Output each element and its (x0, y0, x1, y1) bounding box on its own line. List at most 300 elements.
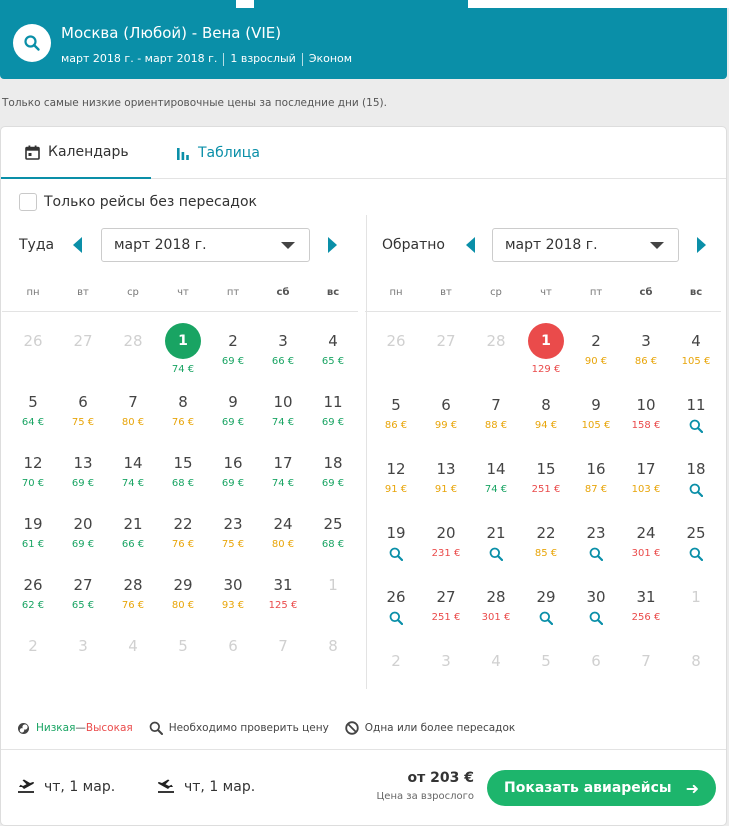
outbound-next-month-button[interactable] (328, 237, 337, 253)
calendar-day[interactable] (371, 523, 421, 561)
route-title: Москва (Любой) - Вена (VIE) (61, 24, 282, 42)
calendar-day[interactable] (571, 331, 621, 369)
day-price: 231 € (431, 548, 461, 559)
day-price: 66 € (271, 356, 295, 367)
day-number: 16 (586, 460, 606, 478)
day-number: 8 (541, 396, 551, 414)
calendar-day[interactable] (158, 453, 208, 491)
day-number: 18 (686, 460, 706, 478)
day-price: 74 € (171, 364, 195, 375)
calendar-day[interactable] (258, 453, 308, 491)
day-number: 6 (228, 637, 238, 655)
calendar-day[interactable] (8, 453, 58, 491)
day-price: 251 € (431, 612, 461, 623)
day-number: 23 (586, 524, 606, 542)
direct-only-checkbox[interactable] (19, 193, 37, 211)
calendar-day[interactable] (571, 459, 621, 497)
day-number: 4 (128, 637, 138, 655)
day-number: 31 (636, 588, 656, 606)
calendar-day-other-month (621, 651, 671, 671)
day-number: 26 (386, 588, 406, 606)
return-prev-month-button[interactable] (466, 237, 475, 253)
day-price: 86 € (634, 356, 658, 367)
search-icon (149, 721, 163, 735)
calendar-day-other-month (308, 636, 358, 656)
check-price-icon[interactable] (489, 547, 503, 561)
calendar-day-other-month (308, 575, 358, 595)
day-number: 31 (273, 576, 293, 594)
calendar-day[interactable] (308, 331, 358, 369)
day-number: 8 (328, 637, 338, 655)
day-price: 69 € (71, 539, 95, 550)
day-price: 105 € (581, 420, 611, 431)
depart-date: чт, 1 мар. (44, 779, 116, 795)
calendar-day[interactable] (671, 523, 721, 561)
search-summary-header (0, 8, 727, 79)
day-number: 24 (636, 524, 656, 542)
direct-only-filter[interactable] (19, 193, 257, 211)
day-price: 125 € (268, 600, 298, 611)
calendar-day[interactable] (208, 331, 258, 369)
calendar-day[interactable] (371, 459, 421, 497)
day-price: 65 € (321, 356, 345, 367)
check-price-icon[interactable] (589, 611, 603, 625)
top-tab-segment[interactable] (0, 0, 236, 8)
calendar-header-line (365, 311, 721, 312)
day-price: 75 € (71, 417, 95, 428)
day-price: 74 € (271, 478, 295, 489)
day-price: 68 € (171, 478, 195, 489)
calendar-day[interactable] (471, 459, 521, 497)
calendar-day-other-month (8, 636, 58, 656)
calendar-day[interactable] (8, 514, 58, 552)
calendar-card (0, 126, 727, 826)
day-number: 15 (536, 460, 556, 478)
tab-table-label: Таблица (198, 145, 260, 161)
weekday-label: вс (326, 287, 340, 298)
calendar-day[interactable] (421, 395, 471, 433)
day-number: 22 (536, 524, 556, 542)
day-number: 1 (528, 323, 564, 359)
calendar-day[interactable] (308, 392, 358, 430)
check-price-icon[interactable] (689, 419, 703, 433)
weekday-label: чт (540, 287, 552, 298)
day-number: 24 (273, 515, 293, 533)
day-price: 75 € (221, 539, 245, 550)
bar-chart-icon (176, 146, 190, 161)
calendar-day[interactable] (58, 453, 108, 491)
no-entry-icon (345, 721, 359, 735)
plane-takeoff-icon (17, 778, 35, 796)
outbound-month-select[interactable] (101, 228, 310, 262)
day-number: 1 (691, 588, 701, 606)
day-number: 7 (128, 393, 138, 411)
day-number: 19 (23, 515, 43, 533)
calendar-day[interactable] (158, 392, 208, 430)
calendar-day[interactable] (671, 395, 721, 433)
legend-dash: — (75, 722, 86, 734)
day-price: 129 € (531, 364, 561, 375)
check-price-icon[interactable] (539, 611, 553, 625)
show-flights-button[interactable] (487, 770, 716, 806)
calendar-day-other-month (58, 636, 108, 656)
day-number: 3 (78, 637, 88, 655)
day-price: 88 € (484, 420, 508, 431)
check-price-icon[interactable] (689, 547, 703, 561)
day-number: 12 (386, 460, 406, 478)
calendar-day[interactable] (621, 459, 671, 497)
day-price: 251 € (531, 484, 561, 495)
calendar-day[interactable] (208, 575, 258, 613)
day-price: 91 € (384, 484, 408, 495)
calendar-day[interactable] (258, 392, 308, 430)
search-icon (23, 34, 41, 52)
calendar-day[interactable] (158, 575, 208, 613)
calendar-day[interactable] (208, 514, 258, 552)
return-next-month-button[interactable] (697, 237, 706, 253)
day-price: 74 € (271, 417, 295, 428)
day-price: 85 € (534, 548, 558, 559)
calendar-header-line (2, 311, 358, 312)
legend-check-price (149, 721, 329, 735)
day-price: 103 € (631, 484, 661, 495)
weekday-label: вт (440, 287, 452, 298)
calendar-day[interactable] (621, 523, 671, 561)
total-price-value: от 203 € (407, 770, 474, 786)
day-price: 61 € (21, 539, 45, 550)
day-price: 69 € (71, 478, 95, 489)
return-label: Обратно (382, 237, 445, 253)
tab-calendar[interactable] (1, 127, 151, 179)
calendar-day-other-month (371, 331, 421, 351)
weekday-label: вт (77, 287, 89, 298)
outbound-label: Туда (19, 237, 55, 253)
calendar-day-other-month (471, 331, 521, 351)
calendar-day[interactable] (108, 575, 158, 613)
day-number: 8 (691, 652, 701, 670)
return-summary (157, 778, 255, 796)
day-number: 4 (691, 332, 701, 350)
weekday-label: пн (26, 287, 40, 298)
day-number: 11 (323, 393, 343, 411)
day-number: 27 (73, 576, 93, 594)
weekday-label: чт (177, 287, 189, 298)
chevron-down-icon (650, 242, 664, 249)
day-number: 27 (436, 588, 456, 606)
day-price: 87 € (584, 484, 608, 495)
calendar-day-other-month (671, 587, 721, 607)
calendar-day[interactable] (208, 392, 258, 430)
divider (302, 53, 303, 66)
day-price: 91 € (434, 484, 458, 495)
day-price: 158 € (631, 420, 661, 431)
legend-stops (345, 721, 515, 735)
day-number: 5 (541, 652, 551, 670)
check-price-icon[interactable] (389, 547, 403, 561)
calendar-day-other-month (471, 651, 521, 671)
calendar-day[interactable] (671, 331, 721, 369)
day-number: 20 (436, 524, 456, 542)
check-price-icon[interactable] (389, 611, 403, 625)
day-number: 14 (486, 460, 506, 478)
calendar-day[interactable] (8, 392, 58, 430)
calendar-day-other-month (158, 636, 208, 656)
day-number: 5 (28, 393, 38, 411)
day-number: 15 (173, 454, 193, 472)
total-price-note: Цена за взрослого (376, 791, 474, 802)
return-date: чт, 1 мар. (184, 779, 256, 795)
day-number: 13 (436, 460, 456, 478)
calendar-day[interactable] (258, 331, 308, 369)
calendar-icon (25, 145, 40, 160)
calendar-day[interactable] (521, 331, 571, 377)
tab-calendar-label: Календарь (48, 144, 129, 160)
calendar-day[interactable] (58, 575, 108, 613)
calendar-day[interactable] (621, 331, 671, 369)
day-number: 20 (73, 515, 93, 533)
calendar-day[interactable] (158, 514, 208, 552)
day-number: 5 (178, 637, 188, 655)
day-price: 76 € (171, 417, 195, 428)
day-number: 2 (28, 637, 38, 655)
day-price: 74 € (484, 484, 508, 495)
day-number: 5 (391, 396, 401, 414)
day-number: 12 (23, 454, 43, 472)
legend-price-level (17, 722, 133, 735)
outbound-month-value: март 2018 г. (114, 237, 207, 253)
day-price: 94 € (534, 420, 558, 431)
day-number: 17 (636, 460, 656, 478)
calendar-day-other-month (571, 651, 621, 671)
day-price: 93 € (221, 600, 245, 611)
day-number: 21 (123, 515, 143, 533)
day-number: 13 (73, 454, 93, 472)
top-tab-segment[interactable] (254, 0, 468, 8)
day-price: 76 € (121, 600, 145, 611)
legend-check-price-label: Необходимо проверить цену (168, 722, 329, 734)
calendar-day[interactable] (521, 395, 571, 433)
day-price: 86 € (384, 420, 408, 431)
weekday-label: ср (127, 287, 139, 298)
calendar-day-other-month (371, 651, 421, 671)
day-number: 6 (591, 652, 601, 670)
day-number: 6 (441, 396, 451, 414)
outbound-weekday-header (8, 287, 358, 301)
calendar-day[interactable] (421, 587, 471, 625)
calendar-day[interactable] (58, 392, 108, 430)
day-number: 3 (641, 332, 651, 350)
calendar-day[interactable] (621, 587, 671, 625)
legend (17, 721, 531, 735)
day-price: 69 € (321, 417, 345, 428)
day-number: 7 (491, 396, 501, 414)
day-number: 26 (386, 332, 406, 350)
day-price: 256 € (631, 612, 661, 623)
day-price: 68 € (321, 539, 345, 550)
day-number: 2 (391, 652, 401, 670)
day-price: 65 € (71, 600, 95, 611)
weekday-label: сб (639, 287, 653, 298)
passengers: 1 взрослый (230, 52, 296, 65)
day-price: 69 € (221, 417, 245, 428)
top-tab-strip (0, 0, 729, 8)
day-number: 28 (486, 332, 506, 350)
calendar-day[interactable] (371, 395, 421, 433)
day-number: 3 (278, 332, 288, 350)
calendar-day[interactable] (8, 575, 58, 613)
calendar-day[interactable] (421, 523, 471, 561)
day-number: 26 (23, 576, 43, 594)
day-number: 30 (223, 576, 243, 594)
day-price: 90 € (584, 356, 608, 367)
day-price: 70 € (21, 478, 45, 489)
weekday-label: вс (689, 287, 703, 298)
day-number: 10 (636, 396, 656, 414)
day-number: 2 (228, 332, 238, 350)
calendar-day[interactable] (471, 523, 521, 561)
day-number: 28 (123, 576, 143, 594)
day-number: 22 (173, 515, 193, 533)
day-price: 105 € (681, 356, 711, 367)
calendar-day[interactable] (521, 459, 571, 497)
day-number: 28 (486, 588, 506, 606)
legend-low: Низкая (36, 722, 76, 734)
plane-landing-icon (157, 778, 175, 796)
day-price: 74 € (121, 478, 145, 489)
return-month-value: март 2018 г. (505, 237, 598, 253)
weekday-label: ср (490, 287, 502, 298)
day-number: 7 (641, 652, 651, 670)
day-number: 14 (123, 454, 143, 472)
day-number: 21 (486, 524, 506, 542)
day-number: 25 (686, 524, 706, 542)
weekday-label: пн (389, 287, 403, 298)
day-price: 80 € (121, 417, 145, 428)
calendar-day[interactable] (108, 392, 158, 430)
day-number: 28 (123, 332, 143, 350)
day-number: 23 (223, 515, 243, 533)
day-price: 64 € (21, 417, 45, 428)
calendar-day[interactable] (108, 453, 158, 491)
return-month-select[interactable] (492, 228, 679, 262)
day-number: 27 (73, 332, 93, 350)
day-number: 4 (328, 332, 338, 350)
return-weekday-header (371, 287, 721, 301)
day-number: 9 (591, 396, 601, 414)
cabin-class: Эконом (308, 52, 353, 65)
selection-summary (1, 750, 726, 825)
calendar-day[interactable] (671, 459, 721, 497)
calendar-day-other-month (208, 636, 258, 656)
calendar-day[interactable] (571, 587, 621, 625)
calendar-day[interactable] (308, 514, 358, 552)
day-number: 26 (23, 332, 43, 350)
outbound-prev-month-button[interactable] (73, 237, 82, 253)
day-number: 8 (178, 393, 188, 411)
day-number: 17 (273, 454, 293, 472)
total-price (377, 770, 474, 802)
calendar-day[interactable] (571, 395, 621, 433)
calendar-day[interactable] (421, 459, 471, 497)
direct-only-label: Только рейсы без пересадок (44, 194, 257, 210)
calendar-day[interactable] (258, 575, 308, 613)
day-number: 4 (491, 652, 501, 670)
day-number: 29 (173, 576, 193, 594)
calendar-day-other-month (521, 651, 571, 671)
search-details (61, 52, 352, 66)
day-price: 301 € (481, 612, 511, 623)
calendar-day-other-month (421, 651, 471, 671)
chevron-down-icon (281, 242, 295, 249)
day-number: 6 (78, 393, 88, 411)
calendar-day-other-month (8, 331, 58, 351)
day-number: 7 (278, 637, 288, 655)
view-tabs (1, 127, 726, 179)
calendar-day[interactable] (208, 453, 258, 491)
legend-stops-label: Одна или более пересадок (364, 722, 516, 734)
coins-icon (17, 722, 30, 735)
calendar-day[interactable] (471, 395, 521, 433)
price-note: Только самые низкие ориентировочные цены за последние дни (15). (2, 97, 387, 109)
day-number: 25 (323, 515, 343, 533)
day-price: 80 € (171, 600, 195, 611)
calendar-day[interactable] (58, 514, 108, 552)
show-flights-label: Показать авиарейсы (504, 780, 672, 796)
day-price: 69 € (221, 356, 245, 367)
day-number: 30 (586, 588, 606, 606)
date-range: март 2018 г. - март 2018 г. (61, 52, 218, 65)
weekday-label: пт (226, 287, 240, 298)
day-number: 27 (436, 332, 456, 350)
day-price: 99 € (434, 420, 458, 431)
calendar-divider (366, 215, 367, 689)
day-price: 69 € (221, 478, 245, 489)
calendar-day-other-month (108, 636, 158, 656)
day-number: 11 (686, 396, 706, 414)
day-number: 18 (323, 454, 343, 472)
depart-summary (17, 778, 115, 796)
day-price: 69 € (321, 478, 345, 489)
weekday-label: пт (589, 287, 603, 298)
day-price: 66 € (121, 539, 145, 550)
edit-search-button[interactable] (13, 24, 51, 62)
calendar-day[interactable] (471, 587, 521, 625)
calendar-day[interactable] (521, 523, 571, 561)
calendar-day[interactable] (158, 331, 208, 377)
day-number: 1 (328, 576, 338, 594)
calendar-day[interactable] (621, 395, 671, 433)
day-number: 19 (386, 524, 406, 542)
calendar-day[interactable] (308, 453, 358, 491)
calendar-day[interactable] (521, 587, 571, 625)
check-price-icon[interactable] (589, 547, 603, 561)
day-price: 80 € (271, 539, 295, 550)
tab-table[interactable] (176, 127, 260, 179)
calendar-day-other-month (108, 331, 158, 351)
day-number: 29 (536, 588, 556, 606)
calendar-day[interactable] (258, 514, 308, 552)
divider (223, 53, 224, 66)
calendar-day[interactable] (371, 587, 421, 625)
day-price: 301 € (631, 548, 661, 559)
day-number: 3 (441, 652, 451, 670)
calendar-day[interactable] (108, 514, 158, 552)
day-number: 1 (165, 323, 201, 359)
check-price-icon[interactable] (689, 483, 703, 497)
calendar-day-other-month (421, 331, 471, 351)
calendar-day[interactable] (571, 523, 621, 561)
day-number: 10 (273, 393, 293, 411)
